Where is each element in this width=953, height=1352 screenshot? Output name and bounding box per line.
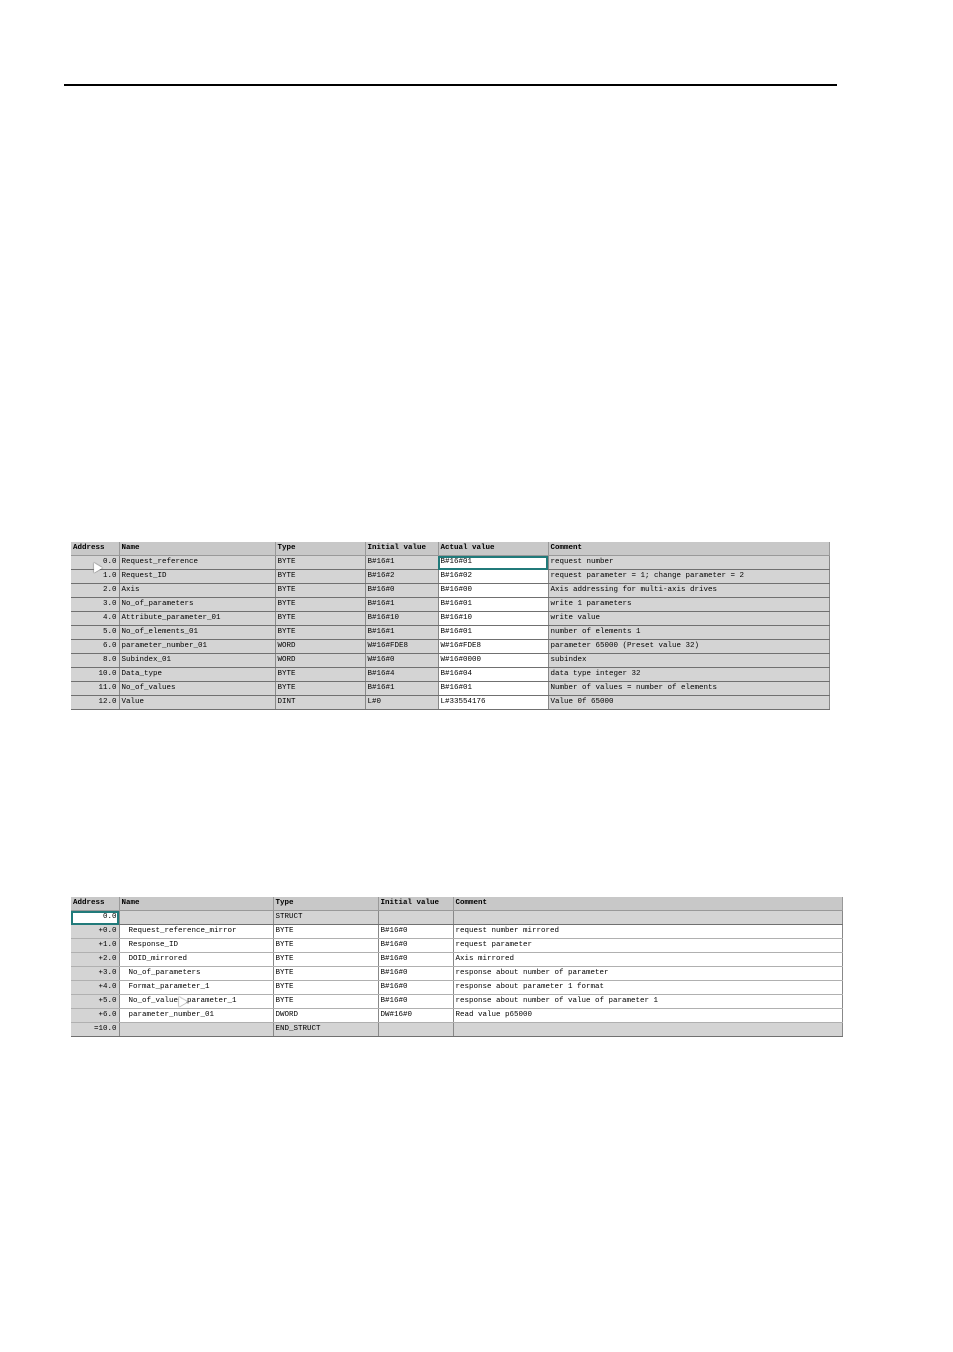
cell-address[interactable]: 6.0 xyxy=(71,640,119,654)
cell-type[interactable]: BYTE xyxy=(275,668,365,682)
table-row[interactable] xyxy=(71,682,829,696)
cell-actual-value[interactable]: B#16#02 xyxy=(438,570,548,584)
cell-initial-value[interactable]: B#16#0 xyxy=(365,584,438,598)
cell-name[interactable] xyxy=(119,1023,273,1037)
cell-comment[interactable]: Number of values = number of elements xyxy=(548,682,829,696)
column-header-initial-value[interactable]: Initial value xyxy=(365,542,438,556)
cell-initial-value[interactable]: W#16#0 xyxy=(365,654,438,668)
table-row[interactable] xyxy=(71,654,829,668)
column-header-address[interactable]: Address xyxy=(71,897,119,911)
cell-initial-value[interactable]: B#16#0 xyxy=(378,939,453,953)
cell-comment[interactable]: Axis mirrored xyxy=(453,953,842,967)
cell-initial-value[interactable]: B#16#2 xyxy=(365,570,438,584)
cell-type[interactable]: DWORD xyxy=(273,1009,378,1023)
cell-type[interactable]: WORD xyxy=(275,654,365,668)
cell-comment[interactable]: request number mirrored xyxy=(453,925,842,939)
cell-comment[interactable]: Read value p65000 xyxy=(453,1009,842,1023)
cell-initial-value[interactable]: B#16#1 xyxy=(365,598,438,612)
cell-type[interactable]: BYTE xyxy=(273,925,378,939)
cell-actual-value[interactable]: B#16#10 xyxy=(438,612,548,626)
cell-type[interactable]: BYTE xyxy=(275,584,365,598)
cell-actual-value[interactable]: B#16#00 xyxy=(438,584,548,598)
cell-type[interactable]: BYTE xyxy=(273,953,378,967)
cell-name[interactable]: Attribute_parameter_01 xyxy=(119,612,275,626)
column-header-actual-value[interactable]: Actual value xyxy=(438,542,548,556)
header-rule xyxy=(64,84,837,86)
cell-address[interactable]: 5.0 xyxy=(71,626,119,640)
cell-name[interactable]: parameter_number_01 xyxy=(119,1009,273,1023)
table-row[interactable] xyxy=(71,953,842,967)
table-row[interactable] xyxy=(71,981,842,995)
cell-name[interactable]: Request_reference_mirror xyxy=(119,925,273,939)
cell-comment[interactable]: number of elements 1 xyxy=(548,626,829,640)
cell-type[interactable]: BYTE xyxy=(275,612,365,626)
cell-comment[interactable] xyxy=(453,1023,842,1037)
cell-initial-value[interactable] xyxy=(378,911,453,925)
column-header-type[interactable]: Type xyxy=(273,897,378,911)
cell-address[interactable]: 11.0 xyxy=(71,682,119,696)
cell-name[interactable]: Request_ID xyxy=(119,570,275,584)
cell-type[interactable]: BYTE xyxy=(273,967,378,981)
cell-address[interactable]: +2.0 xyxy=(71,953,119,967)
cell-address[interactable]: +3.0 xyxy=(71,967,119,981)
cell-initial-value[interactable]: B#16#1 xyxy=(365,682,438,696)
table-row[interactable] xyxy=(71,556,829,570)
cell-address[interactable]: 0.0 xyxy=(71,911,119,925)
table-row[interactable] xyxy=(71,1023,842,1037)
cell-comment[interactable]: write 1 parameters xyxy=(548,598,829,612)
cell-address[interactable]: 0.0 xyxy=(71,556,119,570)
cell-comment[interactable]: request number xyxy=(548,556,829,570)
cell-comment[interactable]: subindex xyxy=(548,654,829,668)
cell-address[interactable]: 4.0 xyxy=(71,612,119,626)
cell-type[interactable]: BYTE xyxy=(275,682,365,696)
table-row[interactable] xyxy=(71,1009,842,1023)
cell-name[interactable]: No_of_values xyxy=(119,682,275,696)
cell-comment[interactable]: request parameter xyxy=(453,939,842,953)
cell-type[interactable]: WORD xyxy=(275,640,365,654)
table-row[interactable] xyxy=(71,584,829,598)
cell-name[interactable]: No_of_parameters xyxy=(119,598,275,612)
column-header-name[interactable]: Name xyxy=(119,897,273,911)
cell-address[interactable]: 8.0 xyxy=(71,654,119,668)
cell-actual-value[interactable]: B#16#01 xyxy=(438,626,548,640)
cell-type[interactable]: BYTE xyxy=(275,598,365,612)
column-header-comment[interactable]: Comment xyxy=(548,542,829,556)
cell-initial-value[interactable]: B#16#0 xyxy=(378,953,453,967)
cell-initial-value[interactable]: DW#16#0 xyxy=(378,1009,453,1023)
cell-comment[interactable]: Value 0f 65000 xyxy=(548,696,829,710)
cell-name[interactable]: No_of_parameters xyxy=(119,967,273,981)
cell-actual-value[interactable]: W#16#FDE8 xyxy=(438,640,548,654)
column-header-comment[interactable]: Comment xyxy=(453,897,842,911)
table-row[interactable] xyxy=(71,967,842,981)
cell-address[interactable]: 2.0 xyxy=(71,584,119,598)
cell-name[interactable]: No_of_values_parameter_1 xyxy=(119,995,273,1009)
cell-initial-value[interactable]: W#16#FDE8 xyxy=(365,640,438,654)
cell-type[interactable]: END_STRUCT xyxy=(273,1023,378,1037)
cell-initial-value[interactable]: B#16#1 xyxy=(365,626,438,640)
table-row[interactable] xyxy=(71,939,842,953)
cell-actual-value[interactable]: B#16#04 xyxy=(438,668,548,682)
table-row[interactable] xyxy=(71,612,829,626)
cell-address[interactable]: 1.0 xyxy=(71,570,119,584)
cell-actual-value[interactable]: W#16#0000 xyxy=(438,654,548,668)
cell-initial-value[interactable]: B#16#0 xyxy=(378,995,453,1009)
cell-address[interactable]: 3.0 xyxy=(71,598,119,612)
cell-comment[interactable]: request parameter = 1; change parameter = 2 xyxy=(548,570,829,584)
data-block-table xyxy=(71,542,830,710)
table-row[interactable] xyxy=(71,911,842,925)
cell-comment[interactable] xyxy=(453,911,842,925)
cell-actual-value[interactable]: L#33554176 xyxy=(438,696,548,710)
cell-address[interactable]: +0.0 xyxy=(71,925,119,939)
table-row[interactable] xyxy=(71,668,829,682)
table-row[interactable] xyxy=(71,640,829,654)
cell-name[interactable]: Axis xyxy=(119,584,275,598)
cell-address[interactable]: +1.0 xyxy=(71,939,119,953)
table-row[interactable] xyxy=(71,570,829,584)
table-header-row xyxy=(71,542,829,556)
column-header-type[interactable]: Type xyxy=(275,542,365,556)
cell-name[interactable]: Request_reference xyxy=(119,556,275,570)
cell-name[interactable]: parameter_number_01 xyxy=(119,640,275,654)
cell-address[interactable]: +5.0 xyxy=(71,995,119,1009)
column-header-initial-value[interactable]: Initial value xyxy=(378,897,453,911)
cell-type[interactable]: BYTE xyxy=(275,626,365,640)
cell-comment[interactable]: write value xyxy=(548,612,829,626)
cell-type[interactable]: BYTE xyxy=(275,570,365,584)
cell-address[interactable]: =10.0 xyxy=(71,1023,119,1037)
cell-initial-value[interactable]: B#16#1 xyxy=(365,556,438,570)
cell-comment[interactable]: response about number of value of parameter 1 xyxy=(453,995,842,1009)
cell-type[interactable]: DINT xyxy=(275,696,365,710)
cell-address[interactable]: +6.0 xyxy=(71,1009,119,1023)
cell-type[interactable]: BYTE xyxy=(273,939,378,953)
cell-address[interactable]: 10.0 xyxy=(71,668,119,682)
cell-comment[interactable]: response about parameter 1 format xyxy=(453,981,842,995)
cell-name[interactable]: DOID_mirrored xyxy=(119,953,273,967)
cell-comment[interactable]: Axis addressing for multi-axis drives xyxy=(548,584,829,598)
table-row[interactable] xyxy=(71,598,829,612)
cell-initial-value[interactable]: L#0 xyxy=(365,696,438,710)
cell-name[interactable] xyxy=(119,911,273,925)
cell-actual-value[interactable]: B#16#01 xyxy=(438,556,548,570)
cell-name[interactable]: No_of_elements_01 xyxy=(119,626,275,640)
cell-name[interactable]: Value xyxy=(119,696,275,710)
table-row[interactable] xyxy=(71,696,829,710)
cell-initial-value[interactable]: B#16#10 xyxy=(365,612,438,626)
cell-comment[interactable]: data type integer 32 xyxy=(548,668,829,682)
cell-address[interactable]: 12.0 xyxy=(71,696,119,710)
cell-comment[interactable]: parameter 65000 (Preset value 32) xyxy=(548,640,829,654)
cell-name[interactable]: Response_ID xyxy=(119,939,273,953)
cell-type[interactable]: BYTE xyxy=(273,995,378,1009)
cell-initial-value[interactable]: B#16#0 xyxy=(378,925,453,939)
column-header-address[interactable]: Address xyxy=(71,542,119,556)
cell-initial-value[interactable]: B#16#0 xyxy=(378,967,453,981)
cell-initial-value[interactable] xyxy=(378,1023,453,1037)
table-row[interactable] xyxy=(71,626,829,640)
table-row[interactable] xyxy=(71,925,842,939)
cell-type[interactable]: STRUCT xyxy=(273,911,378,925)
cell-initial-value[interactable]: B#16#0 xyxy=(378,981,453,995)
cell-initial-value[interactable]: B#16#4 xyxy=(365,668,438,682)
cell-type[interactable]: BYTE xyxy=(275,556,365,570)
cell-actual-value[interactable]: B#16#01 xyxy=(438,682,548,696)
struct-declaration-table xyxy=(71,897,843,1037)
cell-address[interactable]: +4.0 xyxy=(71,981,119,995)
cell-name[interactable]: Data_type xyxy=(119,668,275,682)
table-header-row xyxy=(71,897,842,911)
cell-comment[interactable]: response about number of parameter xyxy=(453,967,842,981)
column-header-name[interactable]: Name xyxy=(119,542,275,556)
cell-actual-value[interactable]: B#16#01 xyxy=(438,598,548,612)
cell-type[interactable]: BYTE xyxy=(273,981,378,995)
cell-name[interactable]: Format_parameter_1 xyxy=(119,981,273,995)
cell-name[interactable]: Subindex_01 xyxy=(119,654,275,668)
